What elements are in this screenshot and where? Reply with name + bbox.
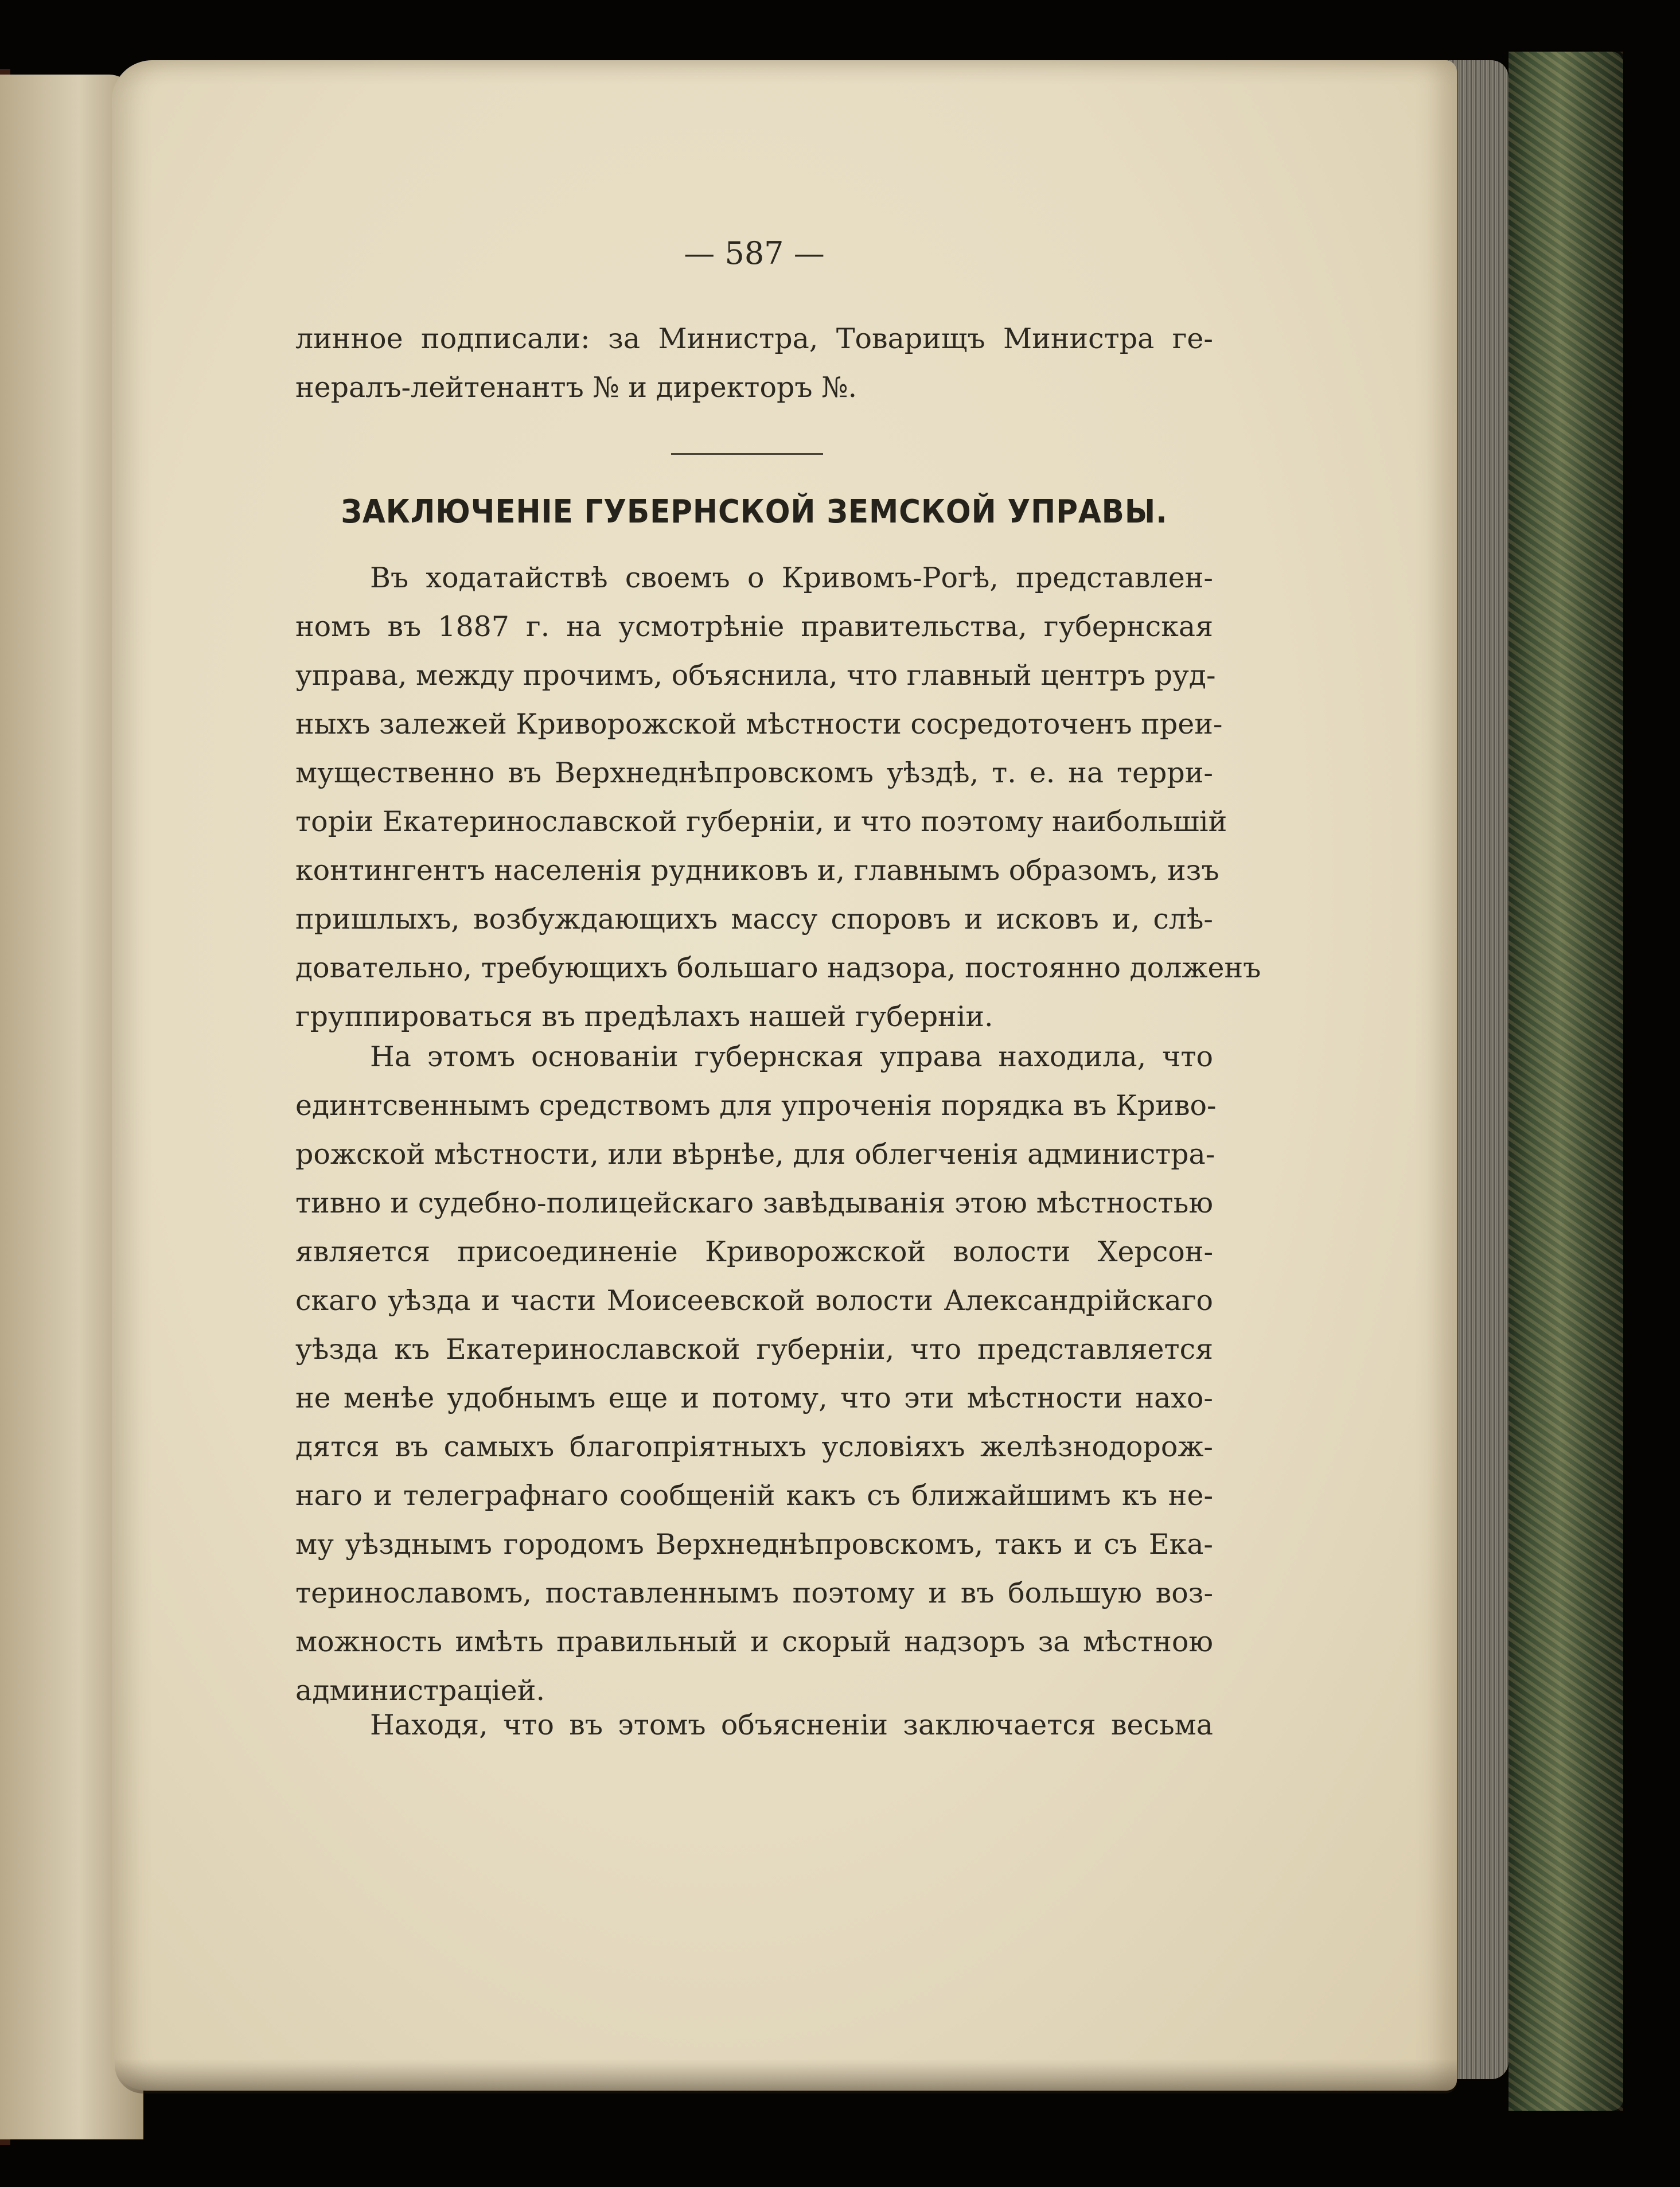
text-line: ныхъ залежей Криворожской мѣстности сосредоточенъ преи- [295,708,1223,740]
text-line: администраціей. [295,1674,545,1707]
text-line: мущественно въ Верхнеднѣпровскомъ уѣздѣ, т. е. на терри- [295,757,1213,789]
text-line: контингентъ населенія рудниковъ и, главнымъ образомъ, изъ [295,854,1219,887]
text-line: единтсвеннымъ средствомъ для упроченія порядка въ Криво- [295,1089,1217,1122]
text-line: является присоединеніе Криворожской волости Херсон- [295,1235,1213,1268]
paragraph-3 [295,1701,1213,1749]
text-line: дятся въ самыхъ благопріятныхъ условіяхъ желѣзнодорож- [295,1430,1213,1463]
text-line: наго и телеграфнаго сообщеній какъ съ ближайшимъ къ не- [295,1479,1213,1512]
text-line: тивно и судебно-полицейскаго завѣдыванія этою мѣстностью [295,1187,1213,1219]
paragraph-2 [295,1032,1217,1715]
text-line: му уѣзднымъ городомъ Верхнеднѣпровскомъ, такъ и съ Ека- [295,1528,1213,1561]
page-number: — 587 — [684,235,825,271]
text-line: Въ ходатайствѣ своемъ о Кривомъ-Рогѣ, представлен- [370,562,1213,594]
paragraph-1 [295,553,1261,1041]
text-line: торіи Екатеринославской губерніи, и что поэтому наибольшій [295,805,1227,838]
text-line: нералъ-лейтенантъ № и директоръ №. [295,371,857,404]
text-line: группироваться въ предѣлахъ нашей губерніи. [295,1000,993,1033]
book-cover-right [1509,52,1623,2111]
top-paragraph [295,314,1213,412]
text-line: теринославомъ, поставленнымъ поэтому и въ большую воз- [295,1577,1213,1609]
text-line: На этомъ основаніи губернская управа находила, что [370,1040,1213,1073]
text-line: рожской мѣстности, или вѣрнѣе, для облегченія администра- [295,1138,1215,1171]
page-shadow [115,2059,1457,2094]
text-line: можность имѣть правильный и скорый надзоръ за мѣстною [295,1625,1213,1658]
text-line: уѣзда къ Екатеринославской губерніи, что представляется [295,1333,1213,1366]
separator-rule [671,453,823,455]
text-line: номъ въ 1887 г. на усмотрѣніе правительства, губернская [295,610,1213,643]
text-line: довательно, требующихъ большаго надзора, постоянно долженъ [295,952,1261,984]
text-line: не менѣе удобнымъ еще и потому, что эти мѣстности нахо- [295,1382,1213,1414]
text-line: скаго уѣзда и части Моисеевской волости Александрійскаго [295,1284,1213,1317]
text-line: пришлыхъ, возбуждающихъ массу споровъ и исковъ и, слѣ- [295,903,1213,935]
text-line: Находя, что въ этомъ объясненіи заключается весьма [370,1709,1213,1741]
text-line: управа, между прочимъ, объяснила, что главный центръ руд- [295,659,1216,692]
text-line: линное подписали: за Министра, Товарищъ Министра ге- [295,322,1213,355]
section-heading: ЗАКЛЮЧЕНІЕ ГУБЕРНСКОЙ ЗЕМСКОЙ УПРАВЫ. [341,493,1168,531]
